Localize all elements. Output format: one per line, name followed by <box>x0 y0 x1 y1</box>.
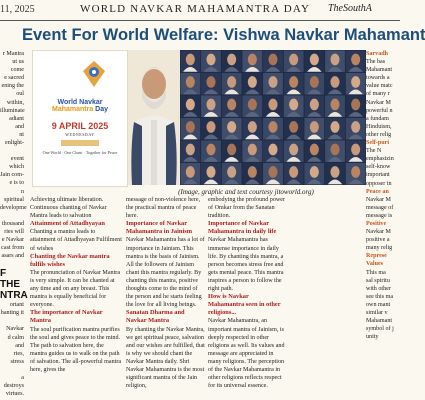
subheading: Importance of Navkar Mahamantra in daily life <box>208 220 277 236</box>
right-fragment-line: Mahamant <box>366 67 393 74</box>
portrait-tile <box>284 140 304 162</box>
portrait-tile <box>325 73 345 95</box>
portrait-tile <box>242 95 262 117</box>
right-fragment-line: other relig <box>366 131 392 138</box>
right-fragment-line: self-know <box>366 164 391 171</box>
subheading: The importance of Navkar Mantra <box>30 309 103 325</box>
right-fragment-line: Navkar M <box>366 99 391 106</box>
poster-title-part: World Navkar <box>57 99 103 106</box>
portrait-tile <box>242 73 262 95</box>
page-header <box>0 0 400 21</box>
left-fragment-line: e is to <box>9 180 24 187</box>
left-fragment-line: a destroys <box>3 374 24 389</box>
portrait-tile <box>263 140 283 162</box>
subheading: Chanting the Navkar mantra fulfils wishes <box>30 252 110 268</box>
right-fragment-line: emphasizin <box>366 156 394 163</box>
left-fragment-line: ries will <box>4 228 24 235</box>
portrait-tile <box>346 140 366 162</box>
paragraph: message of non-violence here, the practical mantra of peace here. <box>126 197 201 220</box>
portrait-tile <box>304 73 324 95</box>
portrait-tile <box>180 118 200 140</box>
paragraph: embodying the profound power of Omkar from the Sanatan tradition. <box>208 197 286 220</box>
right-fragment-line: many relig <box>366 245 393 252</box>
portrait-tile <box>304 95 324 117</box>
portrait-tile <box>180 163 200 185</box>
right-fragment-line: Navkar M <box>366 196 391 203</box>
portrait-tile <box>346 50 366 72</box>
left-column-fragment <box>0 50 28 400</box>
portrait-tile <box>304 118 324 140</box>
paragraph: The pronunciation of Navkar Mantra is very simple. It can be chanted at any time and on any breast. This mantra is equally beneficial for everyone. <box>30 269 121 309</box>
right-fragment-line: positive a <box>366 237 390 244</box>
portrait-tile <box>284 50 304 72</box>
newspaper-name: TheSouthA <box>328 3 372 14</box>
right-fragment-line: The bas <box>366 59 386 66</box>
portrait-tile <box>222 50 242 72</box>
portrait-tile <box>263 118 283 140</box>
left-fragment-line: Navkar <box>6 326 24 333</box>
left-fragment-line: illuminate <box>0 107 25 114</box>
right-fragment-line: message of <box>366 204 394 211</box>
paragraph: Navkar Mahamantra has a lot of importance in Jainism. This mantra is the basis of Jainism. All the followers of Jainism chant this mantra regularly. By chanting this mantra, positive thoughts come to the mind of the person and he starts feeling the love for all living beings. <box>126 237 205 309</box>
portrait-tile <box>222 118 242 140</box>
portrait-tile <box>201 140 221 162</box>
poster-title-part: Mahamantra <box>51 106 94 113</box>
right-fragment-line: The N <box>366 148 382 155</box>
portrait-tile <box>201 95 221 117</box>
left-fragment-line: event which <box>9 156 24 171</box>
portrait-tile <box>242 118 262 140</box>
right-fragment-line: towards a <box>366 75 390 82</box>
image-caption: (Image, graphic and text courtesy jitoworld.org) <box>178 188 314 196</box>
left-fragment-line: r Mantra <box>2 51 24 57</box>
left-fragment-line: adiant and <box>9 115 24 130</box>
portrait-tile <box>304 163 324 185</box>
paragraph: The soul purification mantra purifies the soul and gives peace to the mind. The path to salvation here, the mantra guides us to walk on the path of salvation. The all-powerful mantra here, gives the <box>30 326 122 373</box>
portrait-tile <box>346 73 366 95</box>
event-poster <box>32 50 128 187</box>
left-fragment-line: e sacred <box>4 75 24 82</box>
left-fragment-line: Jain com- <box>0 172 24 179</box>
leader-portrait-photo <box>128 50 180 185</box>
poster-title-part: Day <box>95 106 109 113</box>
right-fragment-heading: Represe <box>366 253 387 260</box>
portrait-tile <box>263 95 283 117</box>
article-column-2 <box>126 196 206 400</box>
paragraph: Chanting a mantra leads to attainment of Attadhyayan Fulfilment of wishes <box>30 229 122 252</box>
portrait-tile <box>325 163 345 185</box>
left-fragment-line: hanting it <box>0 310 24 317</box>
portrait-tile <box>304 140 324 162</box>
portrait-tile <box>222 73 242 95</box>
portrait-tile <box>180 95 200 117</box>
portrait-tile <box>180 73 200 95</box>
portrait-tile <box>346 118 366 140</box>
left-fragment-line: ening the <box>1 83 24 90</box>
left-fragment-line: thousand <box>1 220 24 227</box>
right-fragment-line: message is <box>366 212 393 219</box>
left-fragment-line: ortant <box>9 302 24 309</box>
portrait-tile <box>201 73 221 95</box>
portrait-tile <box>242 163 262 185</box>
portrait-tile <box>346 163 366 185</box>
paragraph: Achieving ultimate liberation. Continuous chanting of Navkar Mantra leads to salvation <box>30 197 107 220</box>
article-column-1 <box>30 196 122 400</box>
right-fragment-line: powerful n <box>366 107 393 114</box>
right-fragment-line: own mant <box>366 301 391 308</box>
right-fragment-line: symbol of j <box>366 326 394 333</box>
section-title: WORLD NAVKAR MAHAMANTRA DAY <box>80 3 311 15</box>
right-fragment-line: opposer in <box>366 180 392 187</box>
right-fragment-line: unity <box>366 334 379 341</box>
portrait-tile <box>180 50 200 72</box>
right-fragment-heading: Positive <box>366 220 387 227</box>
left-fragment-heading: NTRA <box>0 290 28 302</box>
portrait-tile <box>180 140 200 162</box>
portrait-tile <box>201 163 221 185</box>
paragraph: Navkar Mahamantra, an important mantra of Jainism, is deeply respected in other religions as well. Its values and message are appreciated in many religions. The perception of the Navkar Mahamantra in other religions reflects respect for its universal essence. <box>208 318 285 390</box>
portrait-tile <box>222 95 242 117</box>
article-headline: Event For World Welfare: Vishwa Navkar Mahamant <box>22 26 425 44</box>
portrait-tile <box>304 50 324 72</box>
portrait-tile <box>222 140 242 162</box>
poster-tagline: One World · One Chant · Together for Peace <box>42 150 118 155</box>
paragraph: By chanting the Navkar Mantra, we get spiritual peace, salvation and our wishes are fulfilled, that is why we should chant the Navkar Mantra daily. Shri Navkar Mahamantra is the most significant mantra of the Jain religion, <box>126 326 205 390</box>
left-fragment-line: ut us come <box>10 59 24 74</box>
portrait-tile <box>325 50 345 72</box>
right-fragment-line: sal spiritu <box>366 277 390 284</box>
portrait-tile <box>325 140 345 162</box>
portrait-tile <box>222 163 242 185</box>
poster-title <box>37 99 123 113</box>
right-column-fragment <box>366 50 400 400</box>
right-fragment-line: a fundam <box>366 115 389 122</box>
left-fragment-line: asars and <box>1 253 24 260</box>
portrait-tile <box>201 118 221 140</box>
right-fragment-line: value matc <box>366 83 393 90</box>
portrait-tile <box>346 95 366 117</box>
subheading: Sanatan Dharma and Navkar Mantra <box>126 309 185 325</box>
right-fragment-line: Hinduism, <box>366 123 392 130</box>
left-fragment-line: d calm and <box>7 334 24 349</box>
right-fragment-line: similar v <box>366 310 388 316</box>
right-fragment-line: This ma <box>366 269 386 276</box>
poster-date: 9 APRIL 2025 <box>51 121 109 131</box>
subheading: How is Navkar Mahamantra seen in other religions... <box>208 293 281 317</box>
navkar-logo-icon <box>81 59 107 89</box>
left-fragment-line: e Navkar <box>1 236 24 243</box>
portrait-tile <box>263 163 283 185</box>
right-fragment-line: important <box>366 172 390 179</box>
right-fragment-line: with other <box>366 285 391 292</box>
left-fragment-line: nt enlight- <box>5 131 24 147</box>
right-fragment-line: Mahamant <box>366 318 393 325</box>
portrait-tile <box>242 140 262 162</box>
portrait-tile <box>201 50 221 72</box>
subheading: Importance of Navkar Mahamantra in Jainism <box>126 220 193 236</box>
left-fragment-line: developme <box>0 204 27 211</box>
poster-time-band <box>61 140 99 146</box>
right-fragment-heading: Values <box>366 261 384 268</box>
portrait-tile <box>284 95 304 117</box>
portrait-tile <box>263 50 283 72</box>
portrait-tile <box>284 163 304 185</box>
portrait-tile <box>325 95 345 117</box>
portrait-tile <box>263 73 283 95</box>
left-fragment-line: cast from <box>1 245 24 252</box>
portrait-tile <box>284 73 304 95</box>
portrait-tile <box>325 118 345 140</box>
left-fragment-line: virtues. <box>5 391 24 398</box>
left-fragment-line: ries, stress <box>10 350 24 365</box>
subheading: Attainment of Attadhyayan <box>30 220 105 228</box>
left-fragment-line: n spiritual <box>4 188 24 203</box>
right-fragment-line: see this ma <box>366 293 394 300</box>
right-fragment-heading: Sarvadh <box>366 51 389 57</box>
portrait-tile <box>284 118 304 140</box>
poster-weekday: WEDNESDAY <box>65 132 95 137</box>
right-fragment-heading: Peace an <box>366 188 389 195</box>
article-column-3 <box>208 196 286 400</box>
right-fragment-line: of many r <box>366 91 390 98</box>
right-fragment-line: Navkar M <box>366 229 391 236</box>
portrait-tile <box>242 50 262 72</box>
paragraph: Navkar Mahamantra has immense importance in daily life. By chanting this mantra, a person becomes stress free and gets mental peace. This mantra inspires a person to follow the right path. <box>208 237 284 293</box>
right-fragment-heading: Self-puri <box>366 140 390 147</box>
portrait-grid-collage <box>180 50 366 185</box>
left-fragment-line: oul within, <box>6 91 24 106</box>
issue-date: 11, 2025 <box>0 4 35 15</box>
left-fragment-heading: F THE <box>0 268 20 291</box>
